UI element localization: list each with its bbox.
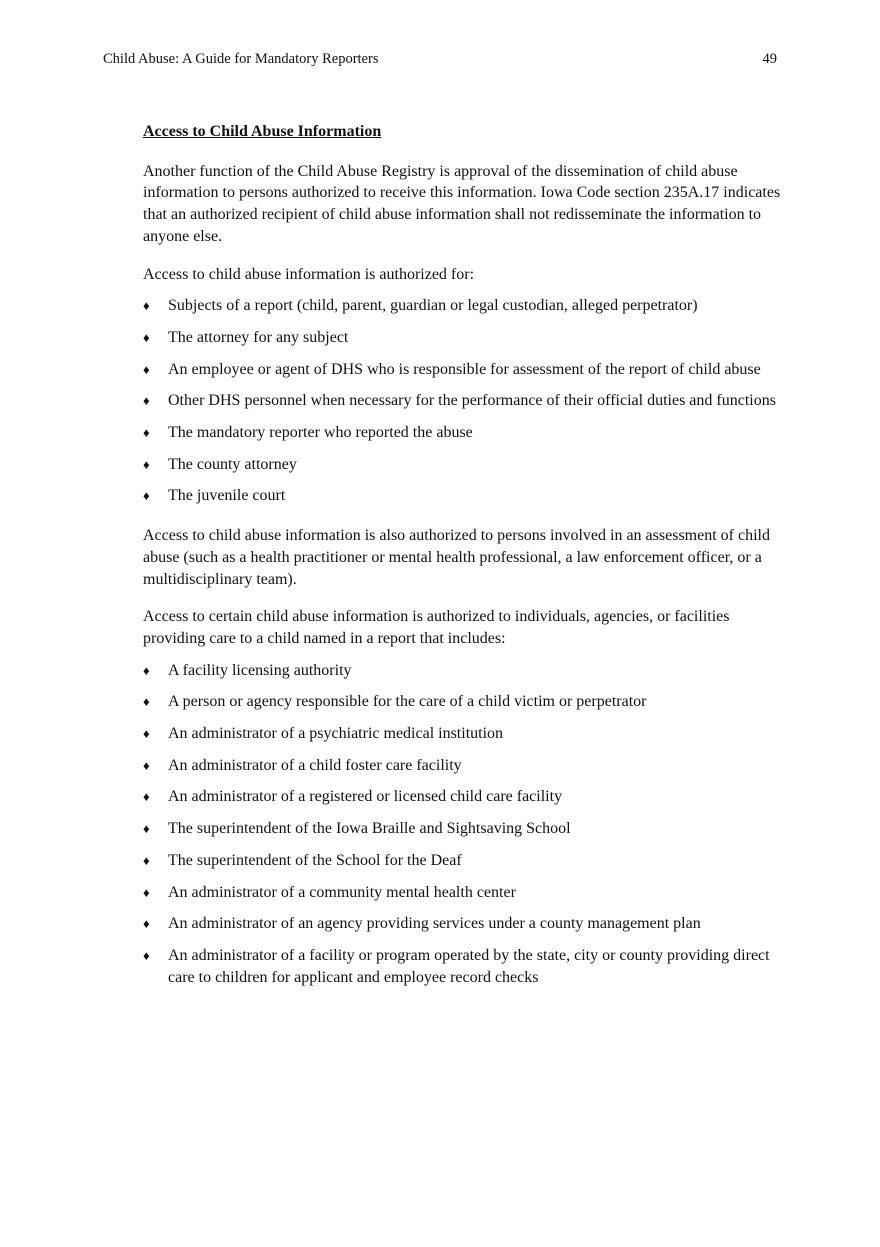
list-item-text: An administrator of a registered or licensed child care facility bbox=[168, 788, 563, 806]
list-item bbox=[143, 485, 783, 507]
paragraph: Access to child abuse information is also authorized to persons involved in an assessment of child abuse (such as a health practitioner or mental health professional, a law enforcement officer, or a multidisciplinary team). bbox=[143, 527, 770, 588]
diamond-bullet-icon: ♦ bbox=[143, 916, 150, 932]
list-item bbox=[143, 850, 783, 872]
paragraph: Another function of the Child Abuse Registry is approval of the dissemination of child abuse information to persons authorized to receive this information. Iowa Code section 235A.17 indicates that an authorized recipient of child abuse information shall not redisseminate the information to anyone else. bbox=[143, 162, 781, 245]
list-item-text: An administrator of an agency providing services under a county management plan bbox=[168, 915, 701, 933]
diamond-bullet-icon: ♦ bbox=[143, 852, 150, 868]
list-item-text: The juvenile court bbox=[168, 487, 286, 505]
list-item bbox=[143, 422, 783, 444]
diamond-bullet-icon: ♦ bbox=[143, 694, 150, 710]
diamond-bullet-icon: ♦ bbox=[143, 662, 150, 678]
diamond-bullet-icon: ♦ bbox=[143, 726, 150, 742]
list-item-text: The attorney for any subject bbox=[168, 328, 349, 346]
list-item-text: An administrator of a community mental health center bbox=[168, 883, 516, 901]
list-item bbox=[143, 454, 783, 476]
diamond-bullet-icon: ♦ bbox=[143, 947, 150, 963]
list-item bbox=[143, 295, 783, 317]
list-item-text: Subjects of a report (child, parent, guardian or legal custodian, alleged perpetrator) bbox=[168, 297, 698, 315]
list-item-text: The superintendent of the Iowa Braille and Sightsaving School bbox=[168, 820, 571, 838]
list-item-text: The county attorney bbox=[168, 455, 297, 473]
diamond-bullet-icon: ♦ bbox=[143, 757, 150, 773]
list-item-text: Other DHS personnel when necessary for the performance of their official duties and functions bbox=[168, 392, 776, 410]
page-header bbox=[103, 51, 777, 68]
list-item bbox=[143, 390, 783, 412]
diamond-bullet-icon: ♦ bbox=[143, 488, 150, 504]
list-item bbox=[143, 691, 783, 713]
diamond-bullet-icon: ♦ bbox=[143, 298, 150, 314]
list-item bbox=[143, 882, 783, 904]
diamond-bullet-icon: ♦ bbox=[143, 789, 150, 805]
paragraph: Access to certain child abuse information is authorized to individuals, agencies, or facilities providing care to a child named in a report that includes: bbox=[143, 608, 730, 647]
list-item-text: An administrator of a psychiatric medical institution bbox=[168, 725, 504, 743]
diamond-bullet-icon: ♦ bbox=[143, 329, 150, 345]
paragraph: Access to child abuse information is authorized for: bbox=[143, 265, 475, 283]
section-title: Access to Child Abuse Information bbox=[143, 123, 382, 140]
list-item bbox=[143, 327, 783, 349]
list-item bbox=[143, 359, 783, 381]
list-item bbox=[143, 755, 783, 777]
care-provider-list bbox=[143, 660, 783, 989]
list-item bbox=[143, 660, 783, 682]
list-item bbox=[143, 945, 783, 988]
page-number: 49 bbox=[762, 51, 777, 67]
diamond-bullet-icon: ♦ bbox=[143, 821, 150, 837]
running-title: Child Abuse: A Guide for Mandatory Reporters bbox=[103, 51, 379, 67]
list-item-text: The superintendent of the School for the Deaf bbox=[168, 851, 462, 869]
list-item-text: A facility licensing authority bbox=[168, 661, 352, 679]
list-item bbox=[143, 913, 783, 935]
list-item-text: An administrator of a child foster care facility bbox=[168, 756, 462, 774]
diamond-bullet-icon: ♦ bbox=[143, 456, 150, 472]
diamond-bullet-icon: ♦ bbox=[143, 393, 150, 409]
list-item-text: A person or agency responsible for the care of a child victim or perpetrator bbox=[168, 693, 647, 711]
list-item bbox=[143, 818, 783, 840]
diamond-bullet-icon: ♦ bbox=[143, 425, 150, 441]
list-item bbox=[143, 723, 783, 745]
diamond-bullet-icon: ♦ bbox=[143, 884, 150, 900]
page-content bbox=[143, 121, 783, 1006]
list-item-text: The mandatory reporter who reported the abuse bbox=[168, 424, 473, 442]
list-item bbox=[143, 786, 783, 808]
list-item-text: An employee or agent of DHS who is responsible for assessment of the report of child abuse bbox=[168, 360, 761, 378]
list-item-text: An administrator of a facility or program operated by the state, city or county providing direct care to children for applicant and employee record checks bbox=[168, 946, 770, 986]
authorized-list bbox=[143, 295, 783, 507]
diamond-bullet-icon: ♦ bbox=[143, 361, 150, 377]
